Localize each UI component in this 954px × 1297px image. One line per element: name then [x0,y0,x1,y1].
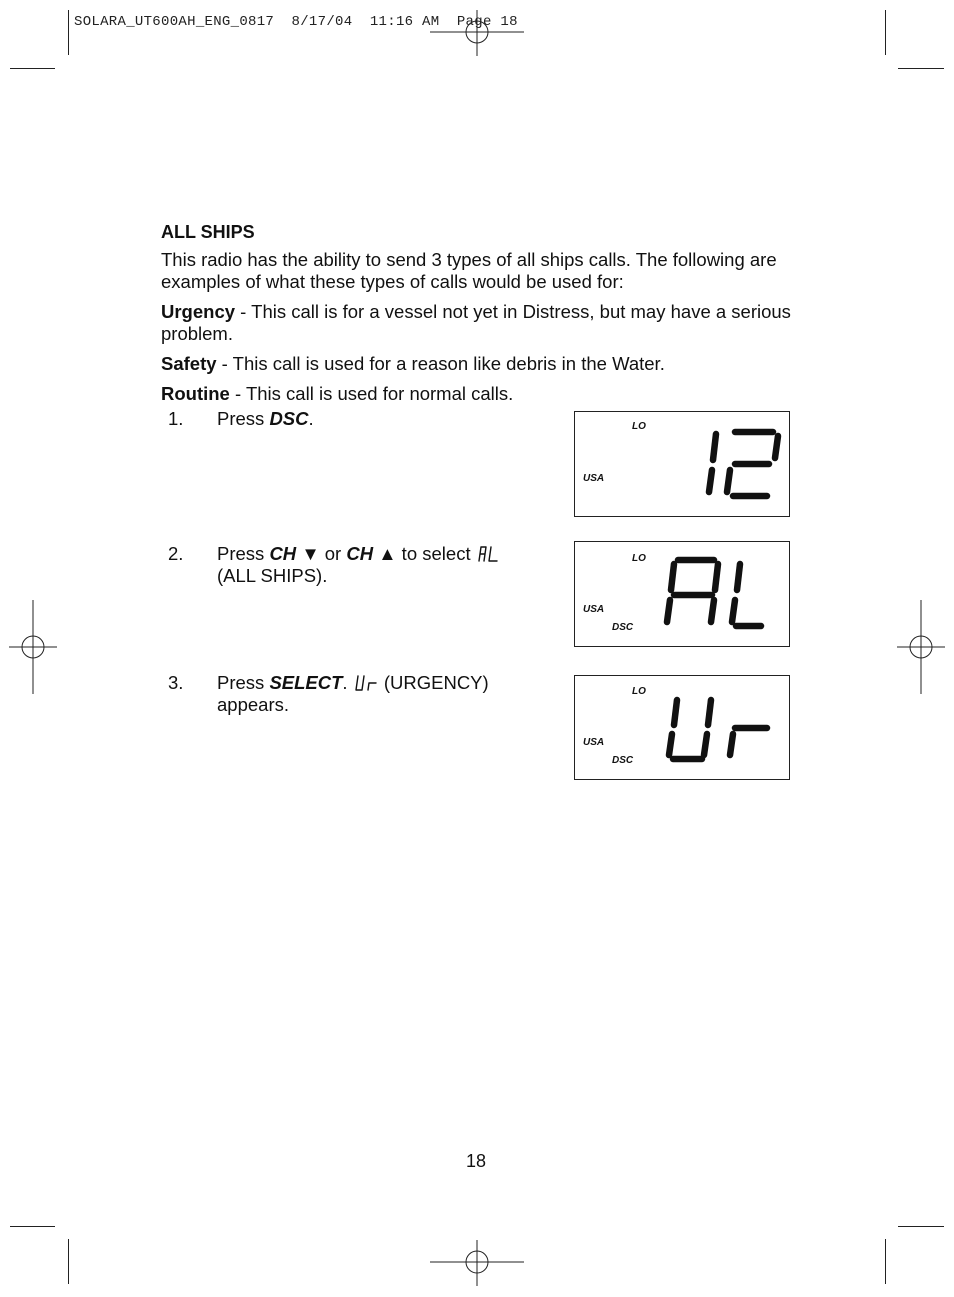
call-type-routine [161,383,801,405]
punct: . [342,672,353,693]
crop-mark [68,10,69,55]
term-label: Routine [161,383,230,404]
term-label: Urgency [161,301,236,322]
punct: . [308,408,314,429]
term-description: - This call is used for normal calls. [229,383,514,404]
crop-mark [10,1226,55,1227]
lo-power-indicator: LO [632,686,646,697]
key-dsc: DSC [269,408,309,429]
crop-mark [898,68,944,69]
urgency-code-digits [575,676,789,779]
usa-region-indicator: USA [583,604,605,615]
lo-power-indicator: LO [632,553,646,564]
dsc-mode-indicator: DSC [612,755,634,766]
registration-mark-bottom [430,1240,524,1286]
print-slug: SOLARA_UT600AH_ENG_0817 8/17/04 11:16 AM Page 18 [74,14,518,30]
or-text: or [319,543,347,564]
call-type-urgency [161,301,801,345]
step-number: 3. [168,672,184,693]
call-type-safety [161,353,801,375]
segment-al-icon [476,545,500,562]
lcd-display-urgency [574,675,790,780]
intro-paragraph: This radio has the ability to send 3 types of all ships calls. The following are examples of what these types of calls would be used for: [161,249,777,292]
section-heading: ALL SHIPS [161,222,255,242]
press-text: Press [217,408,270,429]
press-text: Press [217,672,270,693]
key-select: SELECT [269,672,343,693]
term-description: - This call is used for a reason like debris in the Water. [216,353,665,374]
all-ships-code-digits [575,542,789,646]
lo-power-indicator: LO [632,421,646,432]
lcd-display-channel [574,411,790,517]
urgency-note: (URGENCY) appears. [217,672,489,715]
crop-mark [68,1239,69,1284]
step-number: 2. [168,543,184,564]
page-number: 18 [466,1151,487,1171]
lcd-display-all-ships [574,541,790,647]
segment-ur-icon [353,674,379,691]
term-description: - This call is for a vessel not yet in Distress, but may have a serious problem. [161,301,791,344]
usa-region-indicator: USA [583,473,605,484]
key-ch: CH [346,543,374,564]
term-label: Safety [161,353,217,374]
select-text: to select [396,543,476,564]
key-ch: CH [269,543,297,564]
step-number: 1. [168,408,184,429]
registration-mark-top [430,10,524,56]
up-arrow-icon: ▲ [378,543,397,564]
press-text: Press [217,543,270,564]
crop-mark [10,68,55,69]
dsc-mode-indicator: DSC [612,622,634,633]
all-ships-section [161,221,801,413]
step-text [217,672,517,716]
down-arrow-icon: ▼ [301,543,320,564]
step-text [217,408,537,430]
crop-mark [885,10,886,55]
all-ships-note: (ALL SHIPS). [217,565,328,586]
step-text [217,543,537,587]
crop-mark [898,1226,944,1227]
registration-mark-left [9,600,57,694]
channel-digits [575,412,789,516]
usa-region-indicator: USA [583,737,605,748]
registration-mark-right [897,600,945,694]
crop-mark [885,1239,886,1284]
